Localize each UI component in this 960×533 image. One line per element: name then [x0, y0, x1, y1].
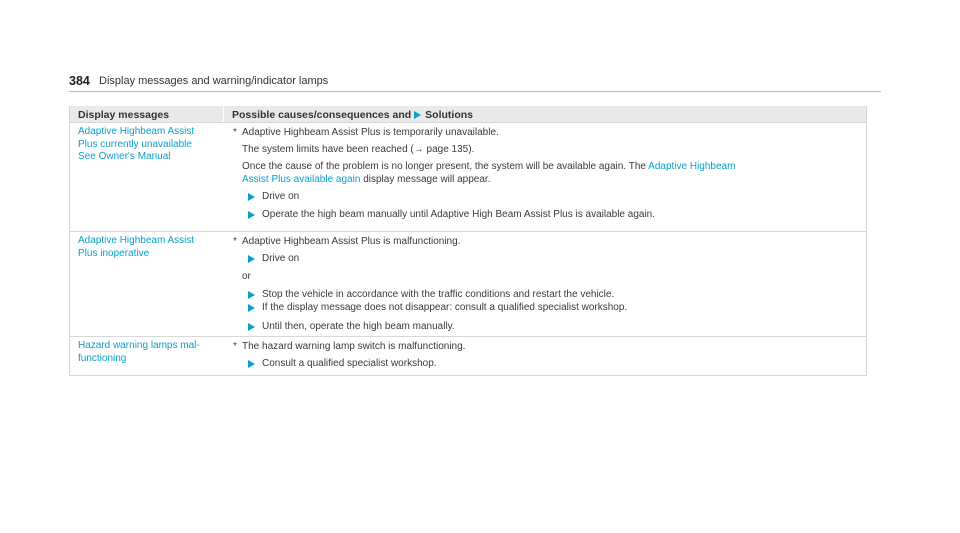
solution-step: Until then, operate the high beam manually. [262, 321, 455, 332]
arrow-right-icon: → [413, 144, 424, 155]
display-message-line: Plus inoperative [78, 247, 150, 259]
solution-step: Drive on [262, 191, 300, 202]
bullet: * [233, 127, 237, 138]
solution-step: Consult a qualified specialist workshop. [262, 358, 437, 369]
step-arrow-icon [248, 255, 255, 263]
triangle-arrow-icon [414, 111, 421, 119]
display-messages-table [69, 106, 867, 376]
causes-solutions-cell [224, 337, 866, 375]
cause-text: The hazard warning lamp switch is malfunctioning. [242, 341, 466, 352]
step-arrow-icon [248, 360, 255, 368]
cause-text: Adaptive Highbeam Assist Plus is temporarily unavailable. [242, 127, 499, 138]
cause-detail: Assist Plus available again display message will appear. [242, 174, 491, 185]
display-message-line: Adaptive Highbeam Assist [78, 126, 195, 137]
table-header-row [70, 106, 866, 122]
page-title: Display messages and warning/indicator lamps [99, 75, 329, 87]
causes-solutions-cell [224, 123, 866, 231]
page-reference-link[interactable]: page 135). [426, 144, 475, 155]
display-message-line: Plus currently unavailable [78, 138, 192, 150]
display-message-line: functioning [78, 352, 127, 364]
step-arrow-icon [248, 291, 255, 299]
causes-solutions-cell [224, 232, 866, 336]
solution-step: If the display message does not disappear: consult a qualified specialist workshop. [262, 302, 628, 313]
table-row [70, 122, 866, 231]
display-message-cell [70, 232, 224, 336]
table-row [70, 231, 866, 336]
or-text: or [242, 271, 251, 282]
cause-text: Adaptive Highbeam Assist Plus is malfunctioning. [242, 236, 461, 247]
cause-detail: Once the cause of the problem is no longer present, the system will be available again. The Adaptive Highbeam [242, 161, 736, 172]
inline-display-message: Assist Plus available again [242, 174, 361, 185]
display-message-line: Hazard warning lamps mal- [78, 340, 200, 351]
solution-step: Operate the high beam manually until Adaptive High Beam Assist Plus is available again. [262, 209, 656, 220]
bullet: * [233, 341, 237, 352]
step-arrow-icon [248, 323, 255, 331]
display-message-cell [70, 123, 224, 231]
cause-detail: The system limits have been reached (→ page 135). [242, 144, 475, 155]
inline-display-message: Adaptive Highbeam [648, 161, 736, 172]
table-row [70, 336, 866, 375]
column-header-causes-solutions: Possible causes/consequences and Solutions [232, 109, 474, 121]
step-arrow-icon [248, 193, 255, 201]
page-header [69, 73, 881, 92]
column-header-display-messages: Display messages [70, 106, 224, 122]
step-arrow-icon [248, 304, 255, 312]
display-message-line: See Owner's Manual [78, 151, 171, 162]
solution-step: Stop the vehicle in accordance with the traffic conditions and restart the vehicle. [262, 289, 615, 300]
bullet: * [233, 236, 237, 247]
step-arrow-icon [248, 211, 255, 219]
page-number: 384 [69, 74, 90, 88]
solution-step: Drive on [262, 253, 300, 264]
display-message-line: Adaptive Highbeam Assist [78, 235, 195, 246]
display-message-cell [70, 337, 224, 375]
